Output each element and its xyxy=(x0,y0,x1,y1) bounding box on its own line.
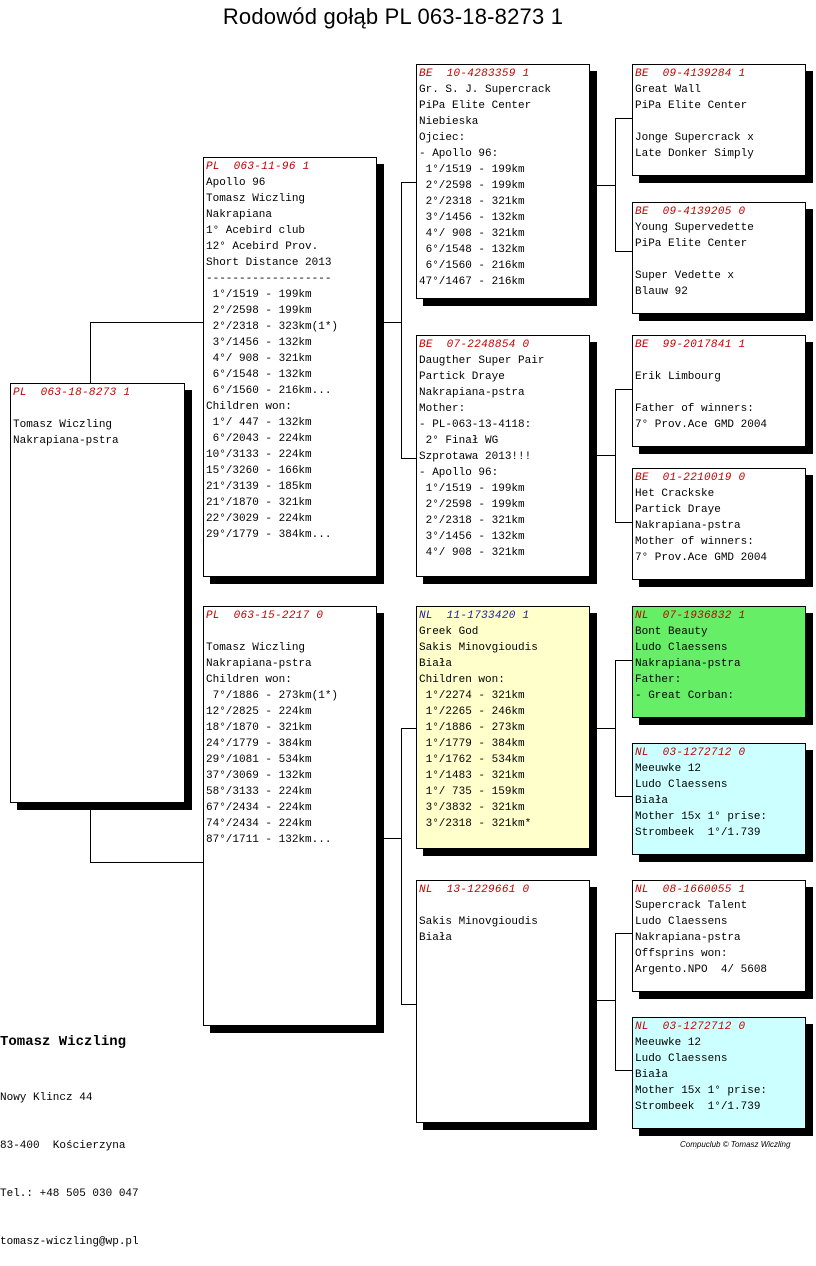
pigeon-detail-line: 2°/2318 - 321km xyxy=(419,196,525,208)
connector xyxy=(90,322,204,323)
ring-number: NL 13-1229661 0 xyxy=(419,884,530,896)
pigeon-detail-line: Nakrapiana-pstra xyxy=(13,435,119,447)
pigeon-details xyxy=(635,486,805,566)
pigeon-detail-line: 6°/1548 - 132km xyxy=(206,369,312,381)
connector xyxy=(384,838,402,839)
pigeon-detail-line: Blauw 92 xyxy=(635,286,688,298)
ring-number: NL 07-1936832 1 xyxy=(635,610,746,622)
pigeon-detail-line: Nakrapiana-pstra xyxy=(419,387,525,399)
pigeon-detail-line xyxy=(635,114,805,130)
connector xyxy=(615,660,616,797)
pigeon-detail-line: Ludo Claessens xyxy=(635,642,728,654)
pigeon-detail-line: ------------------- xyxy=(206,273,332,285)
ring-number: BE 09-4139205 0 xyxy=(635,206,746,218)
pigeon-detail-line: 3°/2318 - 321km* xyxy=(419,818,532,830)
pigeon-detail-line: 1° Acebird club xyxy=(206,225,306,237)
pigeon-details xyxy=(635,82,805,162)
pigeon-detail-line: 4°/ 908 - 321km xyxy=(419,547,525,559)
pigeon-detail-line: 1°/2265 - 246km xyxy=(419,706,525,718)
pigeon-detail-line: Tomasz Wiczling xyxy=(206,642,306,654)
pigeon-detail-line: Supercrack Talent xyxy=(635,900,748,912)
connector xyxy=(90,862,204,863)
pigeon-detail-line: PiPa Elite Center xyxy=(635,100,748,112)
pigeon-detail-line: 7° Prov.Ace GMD 2004 xyxy=(635,419,768,431)
pigeon-card-mm[interactable] xyxy=(416,880,590,1123)
ring-number: NL 03-1272712 0 xyxy=(635,1021,746,1033)
pigeon-card-fm[interactable] xyxy=(416,335,590,577)
ring-number: PL 063-18-8273 1 xyxy=(13,387,131,399)
page-title: Rodowód gołąb PL 063-18-8273 1 xyxy=(222,4,564,29)
owner-phone: Tel.: +48 505 030 047 xyxy=(0,1188,139,1200)
pigeon-detail-line: Niebieska xyxy=(419,116,479,128)
pigeon-details xyxy=(419,353,589,561)
pigeon-detail-line: Biała xyxy=(419,932,453,944)
pigeon-detail-line: Nakrapiana-pstra xyxy=(635,520,741,532)
pigeon-detail-line: 4°/ 908 - 321km xyxy=(206,353,312,365)
pigeon-detail-line: Biała xyxy=(635,1069,669,1081)
connector xyxy=(401,458,417,459)
pigeon-detail-line: Mother 15x 1° prise: xyxy=(635,1085,768,1097)
pigeon-card-fmf[interactable] xyxy=(632,335,806,447)
pigeon-detail-line: Offsprins won: xyxy=(635,948,728,960)
pigeon-detail-line: 74°/2434 - 224km xyxy=(206,818,312,830)
ring-number: NL 08-1660055 1 xyxy=(635,884,746,896)
pigeon-card-mmm[interactable] xyxy=(632,1017,806,1129)
pigeon-detail-line: 2°/2318 - 323km(1*) xyxy=(206,321,339,333)
pigeon-detail-line: 21°/3139 - 185km xyxy=(206,481,312,493)
pigeon-detail-line: 1°/1886 - 273km xyxy=(419,722,525,734)
pigeon-details xyxy=(635,1035,805,1115)
pigeon-card-mff[interactable] xyxy=(632,606,806,718)
connector xyxy=(615,251,633,252)
connector xyxy=(401,182,402,459)
pigeon-detail-line xyxy=(13,401,184,417)
pigeon-detail-line: Szprotawa 2013!!! xyxy=(419,451,532,463)
pigeon-details xyxy=(419,82,589,290)
connector xyxy=(615,933,633,934)
connector xyxy=(615,389,633,390)
pigeon-detail-line: 22°/3029 - 224km xyxy=(206,513,312,525)
ring-number: BE 01-2210019 0 xyxy=(635,472,746,484)
owner-email[interactable]: tomasz-wiczling@wp.pl xyxy=(0,1236,139,1248)
pigeon-detail-line: 58°/3133 - 224km xyxy=(206,786,312,798)
pigeon-details xyxy=(206,175,376,543)
pigeon-detail-line: 10°/3133 - 224km xyxy=(206,449,312,461)
pigeon-detail-line: 15°/3260 - 166km xyxy=(206,465,312,477)
connector xyxy=(615,118,633,119)
pigeon-card-subject[interactable] xyxy=(10,383,185,803)
connector xyxy=(596,728,616,729)
owner-name: Tomasz Wiczling xyxy=(0,1034,127,1050)
pigeon-detail-line: Ludo Claessens xyxy=(635,779,728,791)
pigeon-card-ff[interactable] xyxy=(416,64,590,299)
ring-number: BE 07-2248854 0 xyxy=(419,339,530,351)
connector xyxy=(615,933,616,1071)
pigeon-detail-line: 1°/ 735 - 159km xyxy=(419,786,525,798)
pigeon-detail-line: 29°/1081 - 534km xyxy=(206,754,312,766)
pigeon-detail-line: Mother 15x 1° prise: xyxy=(635,811,768,823)
pigeon-detail-line: Meeuwke 12 xyxy=(635,763,702,775)
pigeon-detail-line: 1°/1762 - 534km xyxy=(419,754,525,766)
connector xyxy=(90,322,91,384)
connector xyxy=(596,1000,616,1001)
pigeon-detail-line: - Apollo 96: xyxy=(419,148,499,160)
pigeon-detail-line: Meeuwke 12 xyxy=(635,1037,702,1049)
pigeon-detail-line: Tomasz Wiczling xyxy=(13,419,113,431)
pigeon-detail-line: 1°/1483 - 321km xyxy=(419,770,525,782)
pigeon-detail-line: - PL-063-13-4118: xyxy=(419,419,532,431)
pigeon-details xyxy=(635,898,805,978)
pigeon-details xyxy=(635,624,805,704)
connector xyxy=(401,728,417,729)
pigeon-details xyxy=(13,401,184,449)
pigeon-detail-line: Father: xyxy=(635,674,682,686)
pigeon-detail-line: 1°/2274 - 321km xyxy=(419,690,525,702)
pigeon-card-fmm[interactable] xyxy=(632,468,806,580)
pigeon-detail-line: 1°/1779 - 384km xyxy=(419,738,525,750)
pigeon-detail-line: PiPa Elite Center xyxy=(635,238,748,250)
pigeon-detail-line: Jonge Supercrack x xyxy=(635,132,754,144)
pigeon-detail-line: 2°/2598 - 199km xyxy=(206,305,312,317)
pigeon-detail-line: Young Supervedette xyxy=(635,222,754,234)
pigeon-detail-line: Bont Beauty xyxy=(635,626,708,638)
pigeon-detail-line: Great Wall xyxy=(635,84,702,96)
pigeon-detail-line: 3°/1456 - 132km xyxy=(206,337,312,349)
pigeon-detail-line: 12° Acebird Prov. xyxy=(206,241,319,253)
pigeon-detail-line: Greek God xyxy=(419,626,479,638)
pigeon-detail-line: 1°/ 447 - 132km xyxy=(206,417,312,429)
pigeon-detail-line xyxy=(635,385,805,401)
connector xyxy=(615,1070,633,1071)
pigeon-detail-line: 6°/1560 - 216km... xyxy=(206,385,332,397)
pigeon-detail-line: Erik Limbourg xyxy=(635,371,721,383)
pigeon-detail-line: Nakrapiana-pstra xyxy=(206,658,312,670)
pigeon-detail-line: 6°/2043 - 224km xyxy=(206,433,312,445)
pigeon-detail-line: Father of winners: xyxy=(635,403,754,415)
pigeon-detail-line: Mother: xyxy=(419,403,466,415)
pigeon-detail-line: Argento.NPO 4/ 5608 xyxy=(635,964,768,976)
pigeon-detail-line: 7°/1886 - 273km(1*) xyxy=(206,690,339,702)
pigeon-detail-line: Biała xyxy=(419,658,453,670)
pigeon-detail-line: Daugther Super Pair xyxy=(419,355,545,367)
pigeon-detail-line: Nakrapiana-pstra xyxy=(635,932,741,944)
ring-number: NL 11-1733420 1 xyxy=(419,610,530,622)
pigeon-detail-line: Mother of winners: xyxy=(635,536,754,548)
pigeon-detail-line: Children won: xyxy=(206,401,292,413)
connector xyxy=(401,182,417,183)
pigeon-detail-line: 3°/1456 - 132km xyxy=(419,531,525,543)
connector xyxy=(615,118,616,252)
pigeon-detail-line: 1°/1519 - 199km xyxy=(419,164,525,176)
pigeon-detail-line: Partick Draye xyxy=(635,504,721,516)
pigeon-detail-line xyxy=(206,624,376,640)
pigeon-details xyxy=(635,220,805,300)
pigeon-detail-line: PiPa Elite Center xyxy=(419,100,532,112)
pigeon-detail-line: Partick Draye xyxy=(419,371,505,383)
pigeon-card-fff[interactable] xyxy=(632,64,806,176)
ring-number: BE 99-2017841 1 xyxy=(635,339,746,351)
pigeon-card-mfm[interactable] xyxy=(632,743,806,855)
footer-credit: Compuclub © Tomasz Wiczling xyxy=(680,1140,791,1149)
pigeon-detail-line: Tomasz Wiczling xyxy=(206,193,306,205)
pigeon-detail-line: Strombeek 1°/1.739 xyxy=(635,827,761,839)
pigeon-detail-line: 4°/ 908 - 321km xyxy=(419,228,525,240)
pigeon-detail-line: 21°/1870 - 321km xyxy=(206,497,312,509)
connector xyxy=(90,808,91,863)
connector xyxy=(401,1004,417,1005)
ring-number: PL 063-15-2217 0 xyxy=(206,610,324,622)
pigeon-detail-line: 2°/2598 - 199km xyxy=(419,499,525,511)
pigeon-card-father[interactable] xyxy=(203,157,377,577)
pigeon-detail-line: Nakrapiana xyxy=(206,209,273,221)
pigeon-detail-line: 3°/3832 - 321km xyxy=(419,802,525,814)
pigeon-detail-line: Ojciec: xyxy=(419,132,466,144)
pigeon-detail-line: 87°/1711 - 132km... xyxy=(206,834,332,846)
pigeon-detail-line: Late Donker Simply xyxy=(635,148,754,160)
pigeon-detail-line: Ludo Claessens xyxy=(635,916,728,928)
pigeon-detail-line xyxy=(635,252,805,268)
pigeon-details xyxy=(419,624,589,832)
pigeon-details xyxy=(635,353,805,433)
ring-number: PL 063-11-96 1 xyxy=(206,161,310,173)
pigeon-detail-line: - Great Corban: xyxy=(635,690,735,702)
ring-number: BE 10-4283359 1 xyxy=(419,68,530,80)
connector xyxy=(596,185,616,186)
connector xyxy=(615,389,616,523)
pigeon-detail-line: Children won: xyxy=(206,674,292,686)
ring-number: NL 03-1272712 0 xyxy=(635,747,746,759)
pigeon-detail-line: 6°/1548 - 132km xyxy=(419,244,525,256)
owner-address-line: Nowy Klincz 44 xyxy=(0,1092,93,1104)
pigeon-detail-line: 2°/2318 - 321km xyxy=(419,515,525,527)
connector xyxy=(384,322,402,323)
connector xyxy=(615,522,633,523)
pigeon-details xyxy=(419,898,589,946)
pigeon-detail-line: Strombeek 1°/1.739 xyxy=(635,1101,761,1113)
pigeon-card-ffm[interactable] xyxy=(632,202,806,314)
pigeon-detail-line: 37°/3069 - 132km xyxy=(206,770,312,782)
ring-number: BE 09-4139284 1 xyxy=(635,68,746,80)
connector xyxy=(615,660,633,661)
pigeon-detail-line: Biała xyxy=(635,795,669,807)
pigeon-detail-line: 2° Finał WG xyxy=(419,435,499,447)
owner-address xyxy=(0,1058,139,1266)
pigeon-detail-line: Apollo 96 xyxy=(206,177,266,189)
pigeon-detail-line: Short Distance 2013 xyxy=(206,257,332,269)
pigeon-detail-line: 47°/1467 - 216km xyxy=(419,276,525,288)
pigeon-detail-line: 18°/1870 - 321km xyxy=(206,722,312,734)
pigeon-detail-line: 12°/2825 - 224km xyxy=(206,706,312,718)
pigeon-detail-line xyxy=(635,353,805,369)
pigeon-detail-line: Gr. S. J. Supercrack xyxy=(419,84,552,96)
pigeon-detail-line: 7° Prov.Ace GMD 2004 xyxy=(635,552,768,564)
pigeon-details xyxy=(635,761,805,841)
pigeon-detail-line: 67°/2434 - 224km xyxy=(206,802,312,814)
pigeon-detail-line: Ludo Claessens xyxy=(635,1053,728,1065)
pigeon-detail-line: Sakis Minovgioudis xyxy=(419,916,538,928)
pigeon-detail-line: 2°/2598 - 199km xyxy=(419,180,525,192)
pigeon-detail-line: Het Crackske xyxy=(635,488,715,500)
pigeon-details xyxy=(206,624,376,848)
connector xyxy=(596,455,616,456)
pigeon-detail-line: 3°/1456 - 132km xyxy=(419,212,525,224)
pigeon-detail-line: - Apollo 96: xyxy=(419,467,499,479)
pigeon-detail-line: Super Vedette x xyxy=(635,270,735,282)
connector xyxy=(615,796,633,797)
pigeon-detail-line: 1°/1519 - 199km xyxy=(419,483,525,495)
pigeon-card-mmf[interactable] xyxy=(632,880,806,992)
pigeon-detail-line: Sakis Minovgioudis xyxy=(419,642,538,654)
pigeon-detail-line: 1°/1519 - 199km xyxy=(206,289,312,301)
pigeon-detail-line: 29°/1779 - 384km... xyxy=(206,529,332,541)
pigeon-detail-line: 6°/1560 - 216km xyxy=(419,260,525,272)
pigeon-card-mf[interactable] xyxy=(416,606,590,849)
pigeon-detail-line xyxy=(419,898,589,914)
connector xyxy=(401,728,402,1005)
pigeon-detail-line: Nakrapiana-pstra xyxy=(635,658,741,670)
pigeon-detail-line: 24°/1779 - 384km xyxy=(206,738,312,750)
pigeon-detail-line: Children won: xyxy=(419,674,505,686)
pigeon-card-mother[interactable] xyxy=(203,606,377,1026)
owner-address-line: 83-400 Kościerzyna xyxy=(0,1140,126,1152)
